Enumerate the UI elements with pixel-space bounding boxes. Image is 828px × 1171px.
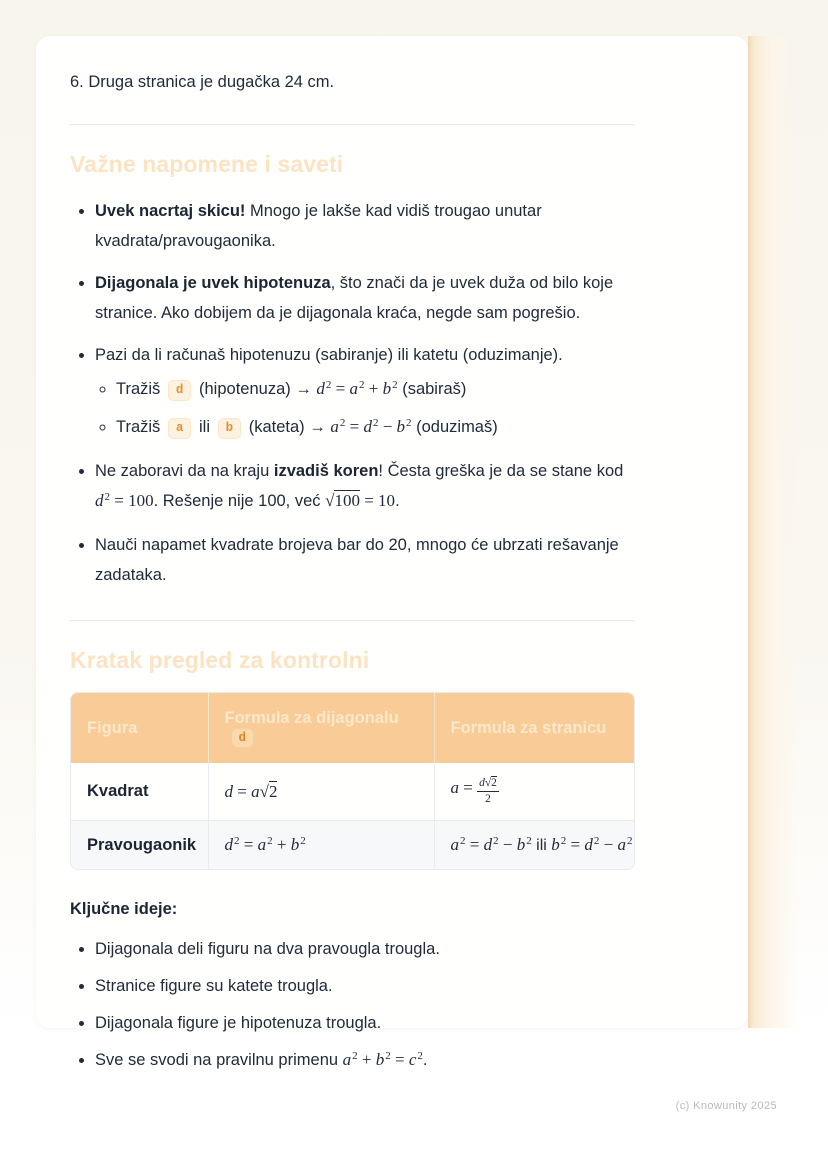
figure-name: Kvadrat	[71, 763, 208, 821]
list-item	[95, 268, 635, 328]
code-badge-a: a	[168, 418, 192, 439]
list-item-text: Sve se svodi na pravilnu primenu	[95, 1051, 339, 1070]
section-divider	[70, 124, 635, 125]
list-item-text: , što znači da je uvek duža od bilo koje stranice. Ako dobijem da je dijagonala kraća, negde sam pogrešio.	[95, 274, 614, 322]
bold-text: izvadiš koren	[273, 462, 379, 480]
diagonal-formula-cell: d = a√2	[208, 763, 434, 821]
list-item	[95, 196, 635, 256]
list-item-text: Pazi da li računaš hipotenuzu (sabiranje) ili katetu (oduzimanje).	[95, 346, 563, 364]
list-item-text: .	[395, 492, 400, 510]
section-divider	[70, 620, 635, 621]
figure-name: Pravougaonik	[71, 821, 208, 870]
notes-list	[70, 196, 635, 590]
list-item	[95, 530, 635, 590]
column-header-diagonal: Formula za dijagonalu d	[208, 693, 434, 763]
diagonal-formula-cell: $d^2 = a^2 + b^2$	[208, 821, 434, 870]
formula-diagonal: $d^2 = a^2 + b^2$	[316, 379, 398, 398]
sub-item-text: (hipotenuza) →	[199, 380, 312, 398]
list-item-text: . Rešenje nije 100, već	[153, 492, 321, 510]
copyright-footer: (c) Knowunity 2025	[675, 1100, 777, 1112]
table-row	[71, 821, 634, 870]
side-formula-cell: a = $\frac{d√2}{2}$	[434, 763, 634, 821]
code-badge-b: b	[218, 418, 242, 439]
keys-title: Ključne ideje:	[70, 900, 178, 919]
sub-list-item	[116, 412, 635, 444]
document-page-card	[36, 36, 748, 1070]
sub-item-text: (oduzimaš)	[416, 418, 498, 436]
formula-side: $a^2 = d^2 - b^2$	[330, 417, 412, 436]
list-item: • Dijagonala deli figuru na dva pravougla trougla.	[95, 937, 635, 961]
document-content	[36, 36, 669, 1074]
sub-item-text: ili	[199, 418, 211, 436]
column-header-figure: Figura	[71, 693, 208, 763]
keys-list	[70, 937, 635, 1074]
list-item	[95, 340, 635, 444]
list-item-text: .	[422, 1051, 428, 1070]
sub-item-text: Tražiš	[116, 380, 161, 398]
sub-list	[95, 374, 635, 444]
page-edge-strip	[748, 36, 798, 1028]
section-title-notes: Važne napomene i saveti	[70, 151, 344, 177]
list-item: • Dijagonala figure je hipotenuza trougla.	[95, 1011, 635, 1035]
formula-sqrt: √100 = 10	[325, 491, 396, 510]
list-item-text: Mnogo je lakše kad vidiš trougao unutar kvadrata/pravougaonika.	[95, 202, 542, 250]
table-header-row	[71, 693, 634, 763]
header-code-badge-d: d	[232, 729, 254, 747]
list-item-text: Nauči napamet kvadrate brojeva bar do 20, mnogo će ubrzati rešavanje zadataka.	[95, 536, 619, 584]
formula-d-squared: $d^2 = 100$	[95, 491, 154, 510]
section-title-review: Kratak pregled za kontrolni	[70, 647, 370, 673]
formula-pythagoras: $a^2 + b^2 = c^2$	[342, 1050, 423, 1070]
side-formula-cell: $a^2 = d^2 - b^2$ ili $b^2 = d^2 - a^2$	[434, 821, 634, 870]
intro-line: 6. Druga stranica je dugačka 24 cm.	[70, 73, 335, 91]
sub-list-item	[116, 374, 635, 406]
bold-text: Uvek nacrtaj skicu!	[95, 202, 246, 220]
code-badge-d: d	[168, 380, 192, 401]
sub-item-text: Tražiš	[116, 418, 161, 436]
list-item	[95, 456, 635, 518]
bold-text: Dijagonala je uvek hipotenuza	[95, 274, 331, 292]
summary-table	[70, 692, 635, 870]
list-item-text: Ne zaboravi da na kraju	[95, 462, 270, 480]
column-header-side: Formula za stranicu	[434, 693, 634, 763]
list-item	[95, 1048, 635, 1074]
list-item: • Stranice figure su katete trougla.	[95, 974, 635, 998]
sub-item-text: (kateta) →	[248, 418, 326, 436]
table-row	[71, 763, 634, 821]
sub-item-text: (sabiraš)	[402, 380, 467, 398]
list-item-text: ! Česta greška je da se stane kod	[378, 462, 624, 480]
